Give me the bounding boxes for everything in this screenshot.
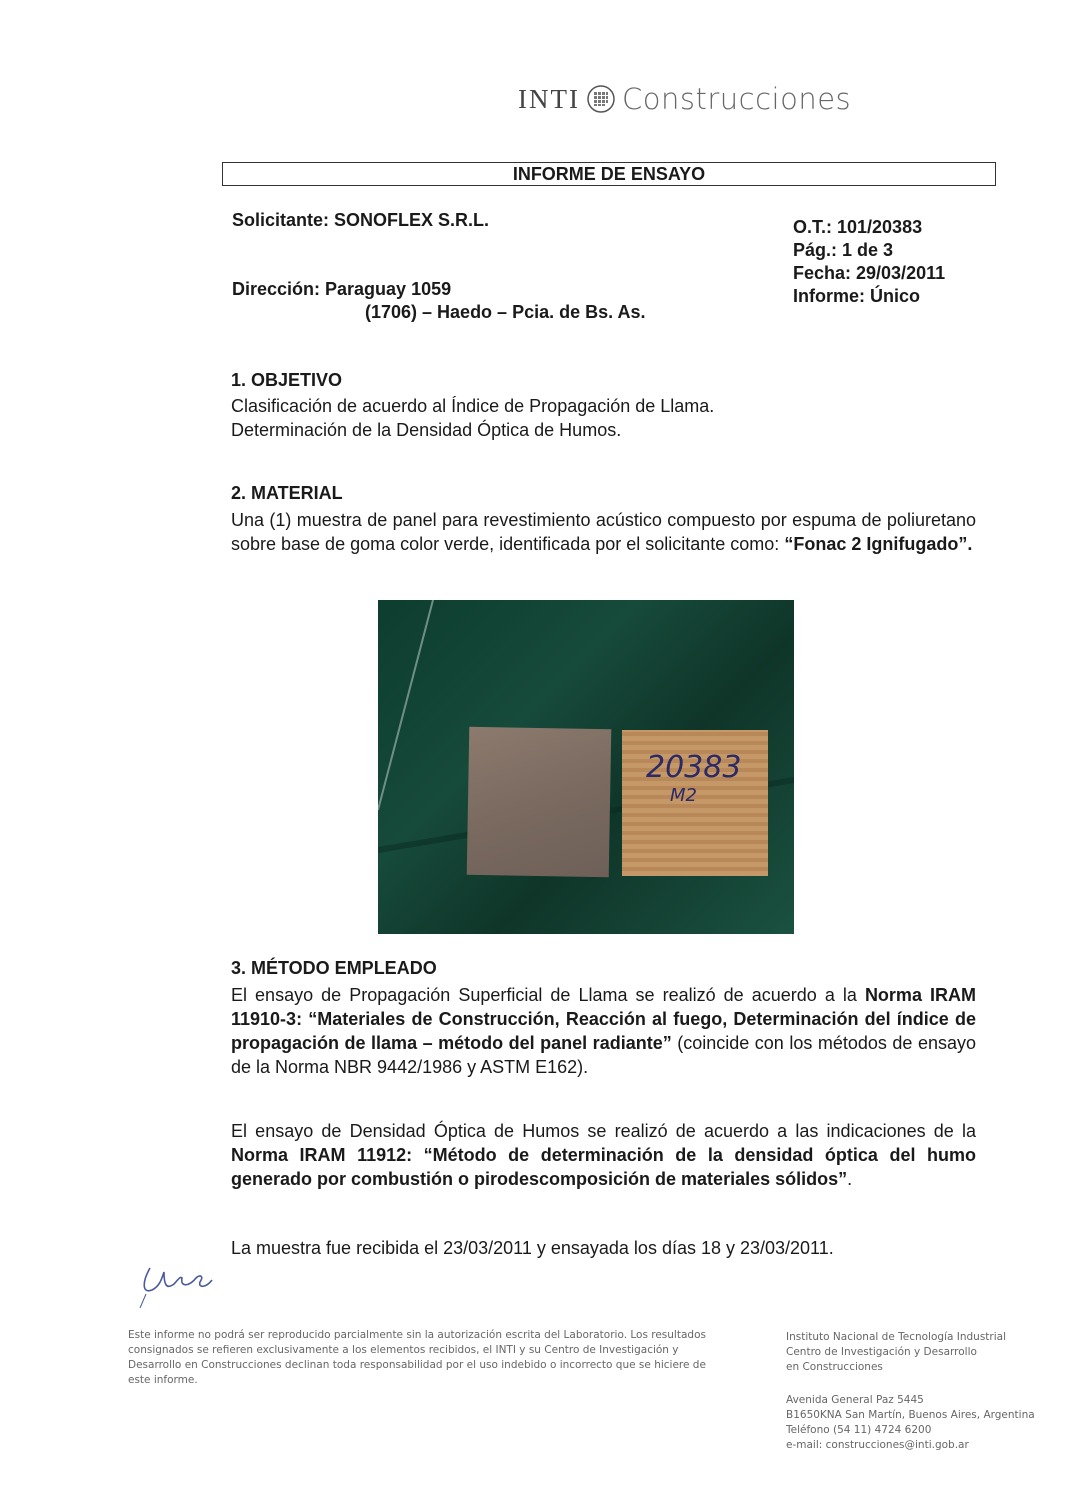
metodo-p1-norma: Norma IRAM 11910-3: “Materiales de Construcción, Reacción al fuego, Determinación del índice de propagación de llama – método del panel radiante” [231, 985, 976, 1053]
metodo-paragraph-2 [231, 1119, 976, 1191]
solicitante: Solicitante: SONOFLEX S.R.L. [232, 210, 490, 230]
ot-number: O.T.: 101/20383 [793, 217, 923, 237]
logo-construcciones-text: Construcciones [621, 82, 852, 116]
report-title: INFORME DE ENSAYO [222, 162, 996, 186]
metodo-p1-tail: (coincide con los métodos de ensayo de la Norma NBR 9442/1986 y ASTM E162). [231, 1033, 976, 1077]
section-material-text [231, 508, 976, 556]
sample-handwritten-number: 20383 [646, 750, 742, 785]
sample-photo [378, 600, 794, 934]
metodo-p2-norma: Norma IRAM 11912: “Método de determinación de la densidad óptica del humo generado por combustión o pirodescomposición de materiales sólidos” [231, 1145, 976, 1189]
metodo-paragraph-3: La muestra fue recibida el 23/03/2011 y ensayada los días 18 y 23/03/2011. [231, 1238, 834, 1258]
report-type: Informe: Único [793, 286, 921, 306]
footer-inst-line: Centro de Investigación y Desarrollo [786, 1346, 977, 1358]
footer-phone: Teléfono (54 11) 4724 6200 [786, 1424, 932, 1436]
logo-inti-text: INTI [518, 83, 580, 114]
material-product-name: “Fonac 2 Ignifugado”. [784, 534, 973, 554]
footer-address-city: B1650KNA San Martín, Buenos Aires, Argentina [786, 1409, 1035, 1421]
sample-handwritten-sub: M2 [670, 785, 697, 806]
inti-emblem-icon [586, 84, 616, 114]
metodo-p1-text: El ensayo de Propagación Superficial de Llama se realizó de acuerdo a la [231, 985, 865, 1005]
footer-email: e-mail: construcciones@inti.gob.ar [786, 1439, 969, 1451]
material-description: Una (1) muestra de panel para revestimiento acústico compuesto por espuma de poliuretano sobre base de goma color verde, identificada por el solicitante como: [231, 510, 976, 554]
signature-icon [120, 1248, 230, 1308]
metodo-paragraph-1 [231, 983, 976, 1079]
footer-inst-line: en Construcciones [786, 1361, 883, 1373]
page-number: Pág.: 1 de 3 [793, 240, 894, 260]
footer-disclaimer: Este informe no podrá ser reproducido parcialmente sin la autorización escrita del Laboratorio. Los resultados consignados se refieren exclusivamente a los elementos recibidos, el INTI y su Centro de Investigación y Desarrollo en Construcciones declinan toda responsabilidad por el uso indebido o incorrecto que se hiciere de este informe. [128, 1329, 706, 1386]
section-metodo-title: 3. MÉTODO EMPLEADO [231, 958, 437, 978]
report-meta [793, 216, 945, 308]
objetivo-line: Determinación de la Densidad Óptica de Humos. [231, 420, 622, 440]
metodo-p2-tail: . [847, 1169, 853, 1189]
metodo-p2-text: El ensayo de Densidad Óptica de Humos se realizó de acuerdo a las indicaciones de la [231, 1121, 976, 1141]
inti-logo [518, 82, 851, 116]
objetivo-line: Clasificación de acuerdo al Índice de Propagación de Llama. [231, 396, 715, 416]
sample-piece-plain [467, 727, 612, 877]
section-objetivo-title: 1. OBJETIVO [231, 370, 343, 390]
sample-piece-foam [622, 730, 768, 876]
direccion-localidad: (1706) – Haedo – Pcia. de Bs. As. [365, 302, 646, 322]
section-material-title: 2. MATERIAL [231, 483, 343, 503]
footer-address: Avenida General Paz 5445 [786, 1394, 924, 1406]
direccion: Dirección: Paraguay 1059 [232, 279, 452, 299]
footer-inst-line: Instituto Nacional de Tecnología Industrial [786, 1331, 1006, 1343]
section-objetivo-text [231, 394, 714, 442]
footer-institution [786, 1330, 1076, 1453]
report-date: Fecha: 29/03/2011 [793, 263, 946, 283]
